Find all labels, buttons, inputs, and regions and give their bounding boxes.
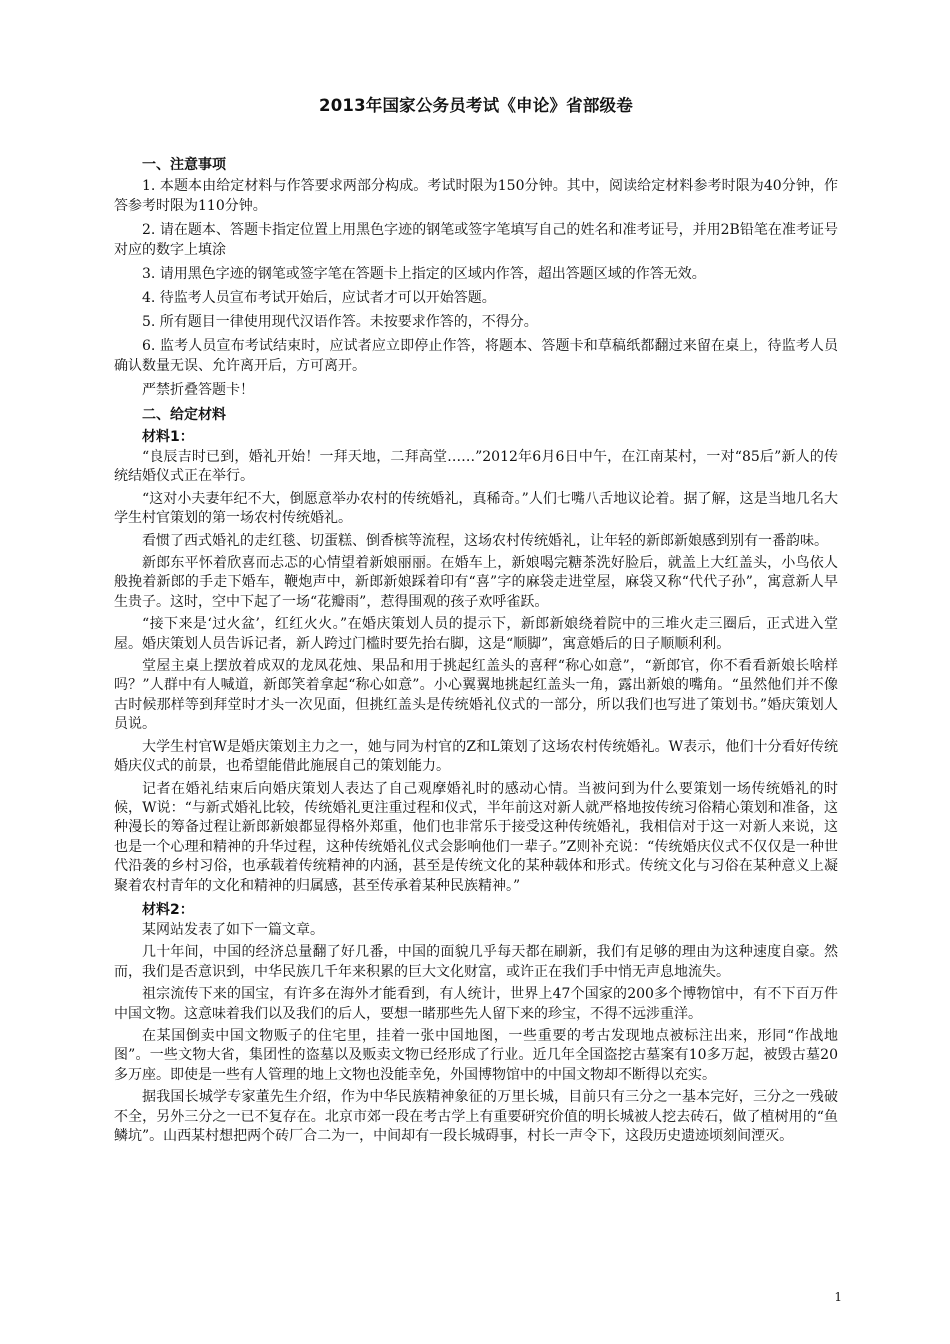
- material1-paragraph: 大学生村官W是婚庆策划主力之一，她与同为村官的Z和L策划了这场农村传统婚礼。W表示，他们十分看好传统婚庆仪式的前景，也希望能借此施展自己的策划能力。: [114, 738, 838, 775]
- note-paragraph: 1. 本题本由给定材料与作答要求两部分构成。考试时限为150分钟。其中，阅读给定材料参考时限为40分钟，作答参考时限为110分钟。: [114, 178, 838, 214]
- document-page: [114, 92, 838, 1149]
- page-number: 1: [834, 1290, 842, 1304]
- material1-paragraph: 记者在婚礼结束后向婚庆策划人表达了自己观摩婚礼时的感动心情。当被问到为什么要策划一场传统婚礼的时候，W说：“与新式婚礼比较，传统婚礼更注重过程和仪式，半年前这对新人就严格地按传统习俗精心策划和准备，这种漫长的筹备过程让新郎新娘都显得格外郑重，他们也非常乐于接受这种传统婚礼，我相信对于这一对新人来说，这也是一个心理和精神的升华过程，这种传统婚礼仪式会影响他们一辈子。”Z则补充说：“传统婚庆仪式不仅仅是一种世代沿袭的乡村习俗，也承载着传统精神的内涵，甚至是传统文化的某种载体和形式。传统文化与习俗在某种意义上凝聚着农村青年的文化和精神的归属感，甚至传承着某种民族精神。”: [114, 780, 838, 894]
- materials-heading: 二、给定材料: [142, 407, 226, 423]
- material2-paragraph: 祖宗流传下来的国宝，有许多在海外才能看到，有人统计，世界上47个国家的200多个博物馆中，有不下百万件中国文物。这意味着我们以及我们的后人，要想一睹那些先人留下来的珍宝，不得不远涉重洋。: [114, 986, 838, 1022]
- document-title: 2013年国家公务员考试《申论》省部级卷: [319, 96, 633, 115]
- material1-paragraph: “接下来是‘过火盆’，红红火火。”在婚庆策划人员的提示下，新郎新娘绕着院中的三堆火走三圈后，正式进入堂屋。婚庆策划人员告诉记者，新人跨过门槛时要先抬右脚，这是“顺脚”，寓意婚后的日子顺顺利利。: [114, 616, 838, 652]
- material1-paragraph: “这对小夫妻年纪不大，倒愿意举办农村的传统婚礼，真稀奇。”人们七嘴八舌地议论着。据了解，这是当地几名大学生村官策划的第一场农村传统婚礼。: [114, 490, 838, 527]
- note-paragraph: 6. 监考人员宣布考试结束时，应试者应立即停止作答，将题本、答题卡和草稿纸都翻过来留在桌上，待监考人员确认数量无误、允许离开后，方可离开。: [114, 338, 838, 374]
- material2-paragraph: 几十年间，中国的经济总量翻了好几番，中国的面貌几乎每天都在刷新，我们有足够的理由为这种速度自豪。然而，我们是否意识到，中华民族几千年来积累的巨大文化财富，或许正在我们手中悄无声息地流失。: [114, 944, 838, 980]
- material1-paragraph: 看惯了西式婚礼的走红毯、切蛋糕、倒香槟等流程，这场农村传统婚礼，让年轻的新郎新娘感到别有一番韵味。: [142, 532, 828, 549]
- materials-section: [114, 404, 838, 1146]
- material1-paragraph: 堂屋主桌上摆放着成双的龙凤花烛、果品和用于挑起红盖头的喜秤“称心如意”，“新郎官，你不看看新娘长啥样吗？”人群中有人喊道，新郎笑着拿起“称心如意”。小心翼翼地挑起红盖头一角，露出新娘的嘴角。“虽然他们并不像古时候那样等到拜堂时才头一次见面，但挑红盖头是传统婚礼仪式的一部分，所以我们也写进了策划书。”婚庆策划人员说。: [114, 658, 838, 733]
- note-paragraph: 3. 请用黑色字迹的钢笔或签字笔在答题卡上指定的区域内作答，超出答题区域的作答无效。: [142, 266, 706, 282]
- material2-paragraph: 某网站发表了如下一篇文章。: [142, 921, 324, 938]
- material2-heading: 材料2：: [142, 901, 194, 918]
- material1-heading: 材料1：: [142, 429, 194, 445]
- note-paragraph: 2. 请在题本、答题卡指定位置上用黑色字迹的钢笔或签字笔填写自己的姓名和准考证号，并用2B铅笔在准考证号对应的数字上填涂: [114, 222, 838, 258]
- material2-paragraph: 据我国长城学专家董先生介绍，作为中华民族精神象征的万里长城，目前只有三分之一基本完好，三分之一残破不全，另外三分之一已不复存在。北京市郊一段在考古学上有重要研究价值的明长城被人挖去砖石，做了植树用的“鱼鳞坑”。山西某村想把两个砖厂合二为一，中间却有一段长城碍事，村长一声令下，这段历史遗迹顷刻间湮灭。: [114, 1089, 838, 1144]
- notes-heading: 一、注意事项: [142, 157, 226, 173]
- material1-paragraph: 新郎东平怀着欣喜而忐忑的心情望着新娘丽丽。在婚车上，新娘喝完糖茶洗好脸后，就盖上大红盖头，小鸟依人般挽着新郎的手走下婚车，鞭炮声中，新郎新娘踩着印有“喜”字的麻袋走进堂屋，麻袋又称“代代子孙”，寓意新人早生贵子。这时，空中下起了一场“花瓣雨”，惹得围观的孩子欢呼雀跃。: [114, 555, 838, 610]
- notes-section: [114, 154, 838, 400]
- note-paragraph: 5. 所有题目一律使用现代汉语作答。未按要求作答的，不得分。: [142, 314, 538, 330]
- note-paragraph: 严禁折叠答题卡！: [142, 382, 254, 398]
- material1-paragraph: “良辰吉时已到，婚礼开始！一拜天地，二拜高堂……”2012年6月6日中午，在江南某村，一对“85后”新人的传统结婚仪式正在举行。: [114, 449, 838, 485]
- note-paragraph: 4. 待监考人员宣布考试开始后，应试者才可以开始答题。: [142, 290, 496, 306]
- material2-paragraph: 在某国倒卖中国文物贩子的住宅里，挂着一张中国地图，一些重要的考古发现地点被标注出来，形同“作战地图”。一些文物大省，集团性的盗墓以及贩卖文物已经形成了行业。近几年全国盗挖古墓案有10多万起，被毁古墓20多万座。即使是一些有人管理的地上文物也没能幸免，外国博物馆中的中国文物却不断得以充实。: [114, 1027, 838, 1083]
